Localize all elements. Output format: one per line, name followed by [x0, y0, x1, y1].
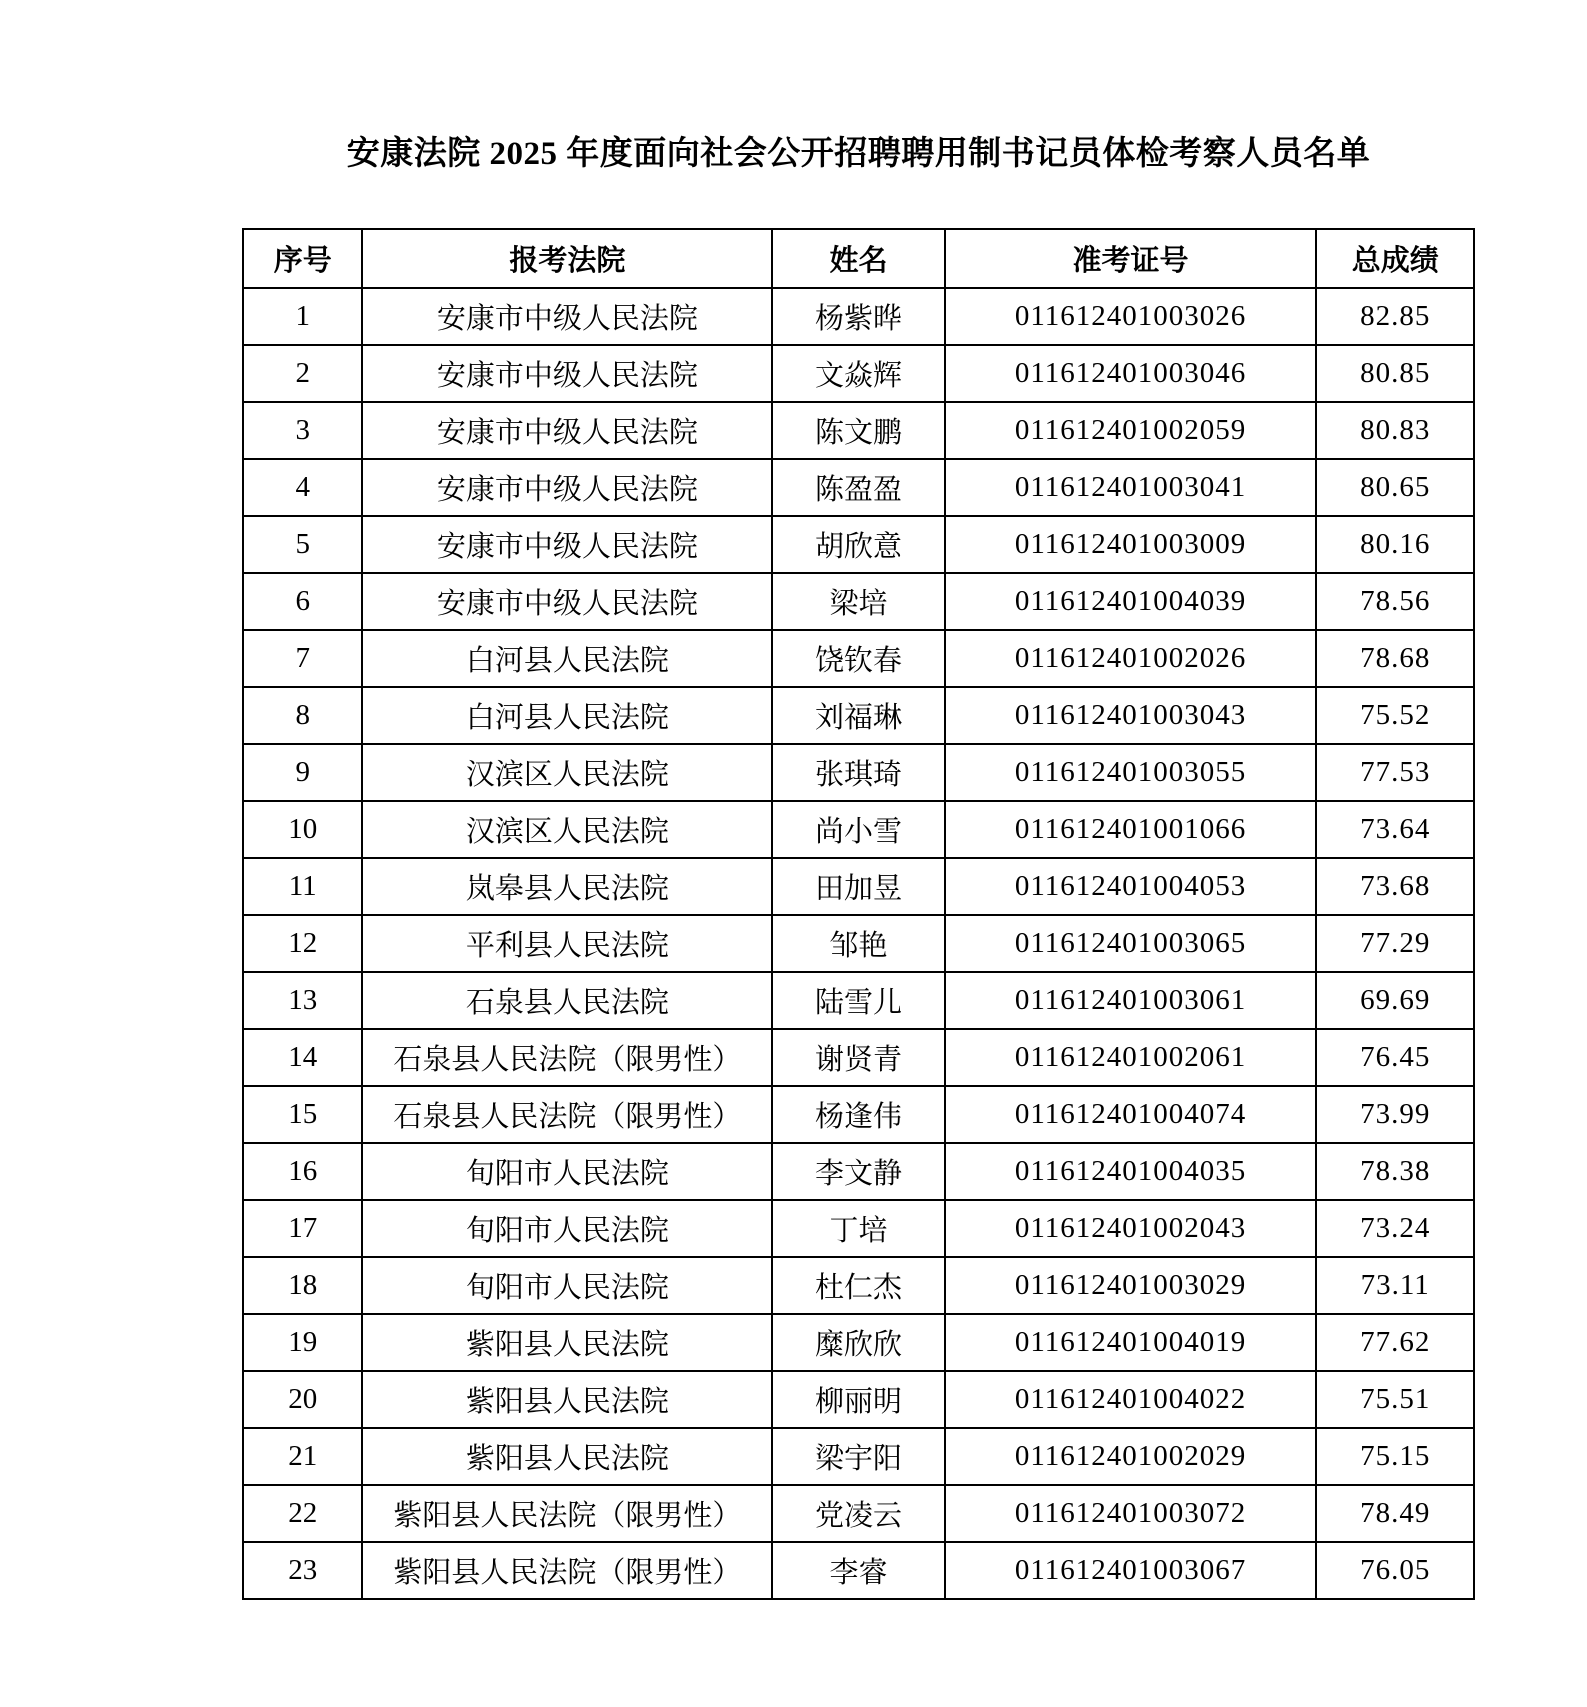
table-row — [243, 1542, 1474, 1599]
cell-ticket: 011612401003041 — [945, 459, 1317, 516]
cell-score: 73.11 — [1316, 1257, 1474, 1314]
table-row — [243, 630, 1474, 687]
table-row — [243, 1428, 1474, 1485]
cell-court: 紫阳县人民法院 — [362, 1371, 772, 1428]
table-row — [243, 801, 1474, 858]
cell-index: 14 — [243, 1029, 362, 1086]
header-name: 姓名 — [772, 229, 944, 288]
cell-name: 糜欣欣 — [772, 1314, 944, 1371]
cell-index: 23 — [243, 1542, 362, 1599]
cell-court: 石泉县人民法院 — [362, 972, 772, 1029]
cell-index: 10 — [243, 801, 362, 858]
cell-score: 78.49 — [1316, 1485, 1474, 1542]
cell-ticket: 011612401003065 — [945, 915, 1317, 972]
cell-index: 8 — [243, 687, 362, 744]
cell-score: 80.65 — [1316, 459, 1474, 516]
cell-score: 77.29 — [1316, 915, 1474, 972]
cell-ticket: 011612401003029 — [945, 1257, 1317, 1314]
cell-index: 4 — [243, 459, 362, 516]
cell-index: 6 — [243, 573, 362, 630]
cell-name: 胡欣意 — [772, 516, 944, 573]
table-row — [243, 288, 1474, 345]
cell-index: 18 — [243, 1257, 362, 1314]
cell-name: 陆雪儿 — [772, 972, 944, 1029]
cell-name: 刘福琳 — [772, 687, 944, 744]
cell-name: 杜仁杰 — [772, 1257, 944, 1314]
cell-score: 76.45 — [1316, 1029, 1474, 1086]
cell-score: 73.68 — [1316, 858, 1474, 915]
cell-index: 5 — [243, 516, 362, 573]
table-row — [243, 858, 1474, 915]
table-body — [243, 288, 1474, 1599]
cell-ticket: 011612401003026 — [945, 288, 1317, 345]
cell-score: 76.05 — [1316, 1542, 1474, 1599]
cell-name: 邹艳 — [772, 915, 944, 972]
table-row — [243, 915, 1474, 972]
cell-court: 紫阳县人民法院（限男性） — [362, 1485, 772, 1542]
table-row — [243, 1086, 1474, 1143]
cell-score: 75.51 — [1316, 1371, 1474, 1428]
header-ticket: 准考证号 — [945, 229, 1317, 288]
cell-court: 汉滨区人民法院 — [362, 744, 772, 801]
cell-name: 陈文鹏 — [772, 402, 944, 459]
cell-court: 旬阳市人民法院 — [362, 1143, 772, 1200]
cell-index: 19 — [243, 1314, 362, 1371]
table-row — [243, 1200, 1474, 1257]
cell-score: 73.99 — [1316, 1086, 1474, 1143]
cell-index: 16 — [243, 1143, 362, 1200]
table-row — [243, 1257, 1474, 1314]
cell-index: 20 — [243, 1371, 362, 1428]
cell-score: 77.62 — [1316, 1314, 1474, 1371]
table-row — [243, 402, 1474, 459]
cell-ticket: 011612401002026 — [945, 630, 1317, 687]
cell-ticket: 011612401004035 — [945, 1143, 1317, 1200]
cell-name: 陈盈盈 — [772, 459, 944, 516]
cell-ticket: 011612401002043 — [945, 1200, 1317, 1257]
cell-name: 谢贤青 — [772, 1029, 944, 1086]
cell-name: 尚小雪 — [772, 801, 944, 858]
cell-court: 安康市中级人民法院 — [362, 516, 772, 573]
cell-court: 平利县人民法院 — [362, 915, 772, 972]
table-row — [243, 573, 1474, 630]
cell-score: 69.69 — [1316, 972, 1474, 1029]
cell-index: 21 — [243, 1428, 362, 1485]
cell-index: 15 — [243, 1086, 362, 1143]
cell-score: 73.24 — [1316, 1200, 1474, 1257]
cell-index: 3 — [243, 402, 362, 459]
cell-score: 82.85 — [1316, 288, 1474, 345]
cell-name: 柳丽明 — [772, 1371, 944, 1428]
cell-court: 石泉县人民法院（限男性） — [362, 1086, 772, 1143]
table-row — [243, 516, 1474, 573]
cell-score: 78.56 — [1316, 573, 1474, 630]
cell-ticket: 011612401004022 — [945, 1371, 1317, 1428]
cell-ticket: 011612401004074 — [945, 1086, 1317, 1143]
cell-index: 17 — [243, 1200, 362, 1257]
header-row — [243, 229, 1474, 288]
table-row — [243, 1314, 1474, 1371]
cell-ticket: 011612401004019 — [945, 1314, 1317, 1371]
table-row — [243, 1143, 1474, 1200]
cell-court: 旬阳市人民法院 — [362, 1200, 772, 1257]
cell-court: 白河县人民法院 — [362, 630, 772, 687]
cell-score: 78.68 — [1316, 630, 1474, 687]
cell-court: 安康市中级人民法院 — [362, 459, 772, 516]
cell-ticket: 011612401004053 — [945, 858, 1317, 915]
cell-ticket: 011612401003072 — [945, 1485, 1317, 1542]
cell-score: 75.52 — [1316, 687, 1474, 744]
table-row — [243, 744, 1474, 801]
cell-ticket: 011612401003061 — [945, 972, 1317, 1029]
cell-ticket: 011612401003055 — [945, 744, 1317, 801]
page-title: 安康法院 2025 年度面向社会公开招聘聘用制书记员体检考察人员名单 — [346, 136, 1371, 172]
header-score: 总成绩 — [1316, 229, 1474, 288]
cell-name: 梁培 — [772, 573, 944, 630]
cell-name: 饶钦春 — [772, 630, 944, 687]
cell-name: 丁培 — [772, 1200, 944, 1257]
cell-name: 梁宇阳 — [772, 1428, 944, 1485]
cell-name: 党凌云 — [772, 1485, 944, 1542]
document-page — [242, 0, 1475, 1600]
cell-name: 田加昱 — [772, 858, 944, 915]
table-header — [243, 229, 1474, 288]
table-row — [243, 345, 1474, 402]
cell-index: 7 — [243, 630, 362, 687]
cell-ticket: 011612401003067 — [945, 1542, 1317, 1599]
cell-court: 汉滨区人民法院 — [362, 801, 772, 858]
cell-ticket: 011612401002061 — [945, 1029, 1317, 1086]
cell-index: 13 — [243, 972, 362, 1029]
cell-index: 9 — [243, 744, 362, 801]
cell-index: 2 — [243, 345, 362, 402]
cell-court: 安康市中级人民法院 — [362, 402, 772, 459]
cell-ticket: 011612401003043 — [945, 687, 1317, 744]
cell-index: 11 — [243, 858, 362, 915]
cell-court: 石泉县人民法院（限男性） — [362, 1029, 772, 1086]
table-row — [243, 1485, 1474, 1542]
cell-court: 旬阳市人民法院 — [362, 1257, 772, 1314]
cell-court: 安康市中级人民法院 — [362, 345, 772, 402]
cell-index: 1 — [243, 288, 362, 345]
cell-ticket: 011612401003009 — [945, 516, 1317, 573]
cell-name: 文焱辉 — [772, 345, 944, 402]
table-row — [243, 972, 1474, 1029]
cell-name: 李睿 — [772, 1542, 944, 1599]
table-row — [243, 1029, 1474, 1086]
cell-name: 杨逢伟 — [772, 1086, 944, 1143]
cell-court: 岚皋县人民法院 — [362, 858, 772, 915]
cell-ticket: 011612401003046 — [945, 345, 1317, 402]
cell-ticket: 011612401004039 — [945, 573, 1317, 630]
cell-court: 安康市中级人民法院 — [362, 573, 772, 630]
cell-name: 杨紫晔 — [772, 288, 944, 345]
table-row — [243, 687, 1474, 744]
roster-table — [242, 228, 1475, 1600]
cell-ticket: 011612401002059 — [945, 402, 1317, 459]
cell-court: 白河县人民法院 — [362, 687, 772, 744]
cell-score: 73.64 — [1316, 801, 1474, 858]
cell-score: 80.16 — [1316, 516, 1474, 573]
cell-score: 80.83 — [1316, 402, 1474, 459]
cell-score: 78.38 — [1316, 1143, 1474, 1200]
cell-court: 紫阳县人民法院 — [362, 1428, 772, 1485]
cell-ticket: 011612401001066 — [945, 801, 1317, 858]
cell-ticket: 011612401002029 — [945, 1428, 1317, 1485]
cell-index: 12 — [243, 915, 362, 972]
cell-score: 80.85 — [1316, 345, 1474, 402]
cell-score: 75.15 — [1316, 1428, 1474, 1485]
table-row — [243, 459, 1474, 516]
cell-court: 紫阳县人民法院 — [362, 1314, 772, 1371]
cell-court: 紫阳县人民法院（限男性） — [362, 1542, 772, 1599]
table-row — [243, 1371, 1474, 1428]
cell-name: 张琪琦 — [772, 744, 944, 801]
header-index: 序号 — [243, 229, 362, 288]
cell-name: 李文静 — [772, 1143, 944, 1200]
cell-index: 22 — [243, 1485, 362, 1542]
header-court: 报考法院 — [362, 229, 772, 288]
cell-score: 77.53 — [1316, 744, 1474, 801]
cell-court: 安康市中级人民法院 — [362, 288, 772, 345]
